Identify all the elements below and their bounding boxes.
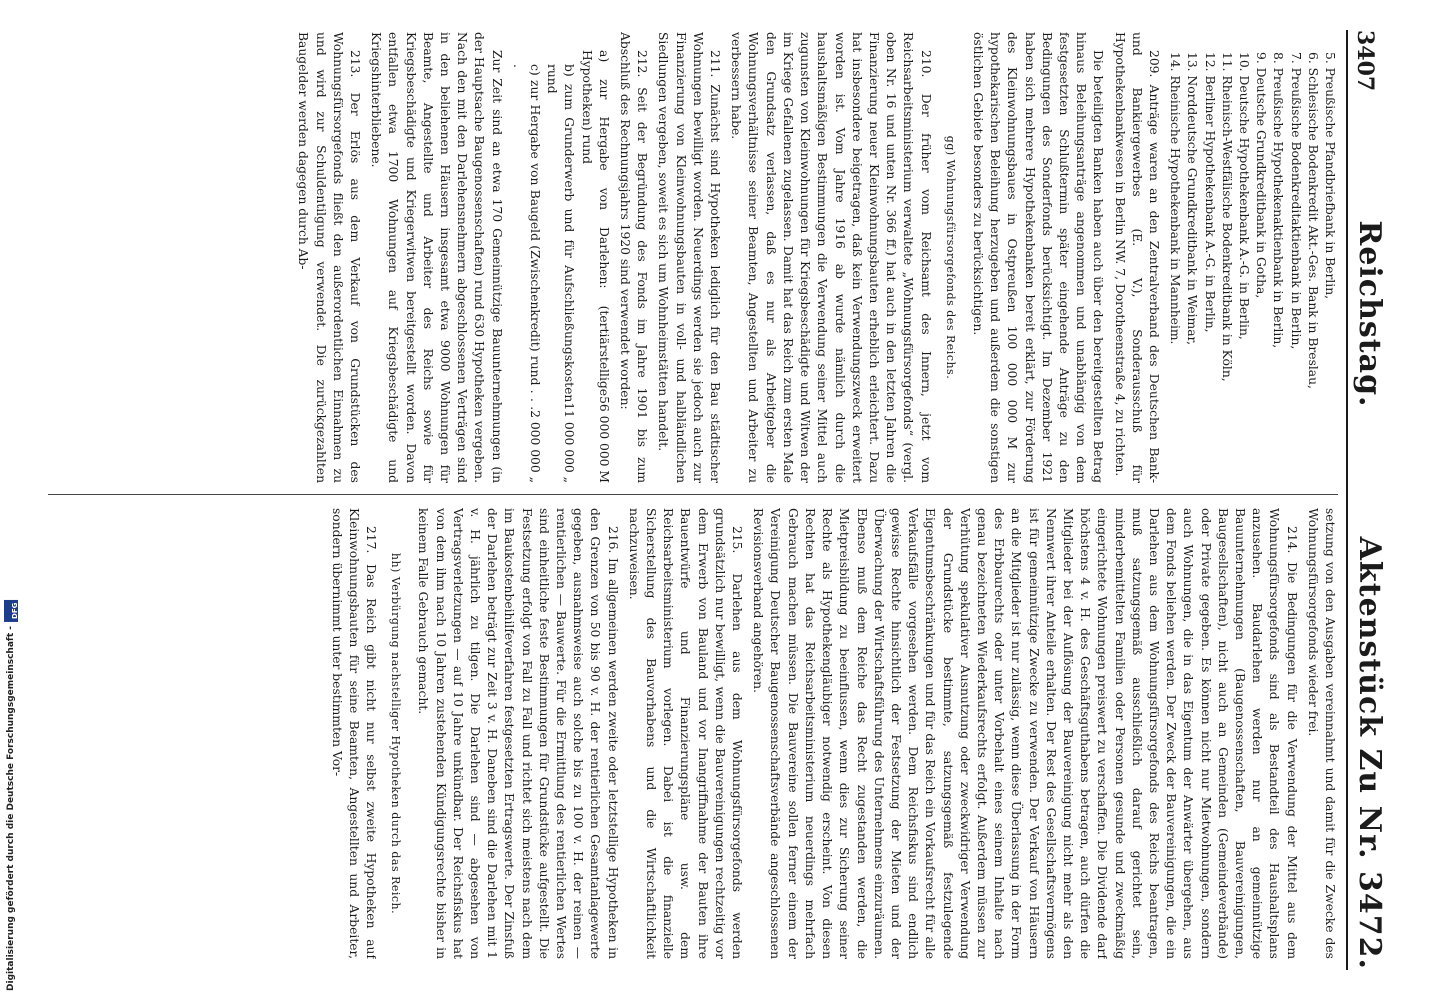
loan-row (509, 32, 543, 483)
credit-text: Digitalisierung gefördert durch die Deutsche Forschungsgemeinschaft - (6, 626, 16, 991)
list-item: 10. Deutsche Hypothekenbank A.-G. in Berlin, (1236, 52, 1251, 340)
list-item: 5. Preußische Pfandbriefbank in Berlin, (1323, 52, 1337, 300)
bank-list (1166, 32, 1338, 483)
paragraph-209b: Die beteiligten Banken haben auch über den bereitgestellten Betrag hinaus Beleihungsanträge angenommen und unabhängig von dem festgesetzten Schlußtermin später eingehende Anträge zu den Bedingungen des Sonderfonds berücksichtigt. Im Dezember 1921 haben sich mehrere Hypothekenbanken bereit erklärt, zur Förderung des Kleinwohnungsbaues in Ostpreußen 100 000 000 M zur hypothekarischen Beleihung herzugeben und außerdem die sonstigen östlichen Gebiete besonders zu berücksichtigen. (970, 32, 1106, 483)
page-number: 3407 (1352, 30, 1378, 92)
loan-row (543, 32, 577, 483)
list-item: 7. Preußische Bodenkreditaktienbank in Berlin, (1288, 52, 1303, 350)
list-item: 8. Preußische Hypothekenaktienbank in Berlin, (1271, 52, 1286, 349)
paragraph-211: 211. Zunächst sind Hypotheken lediglich für den Bau städtischer Wohnungen bewilligt worden. Neuerdings werden sie jedoch auch zur Finanzierung von Kleinwohnungsbauten in voll- und halbländlichen Siedlungen vergeben, soweit es sich um Wohnheimstätten handelt. (656, 32, 723, 483)
page-header (1352, 30, 1404, 970)
column-divider (48, 494, 1338, 495)
list-item: 14. Rheinische Hypothekenbank in Mannheim. (1168, 52, 1183, 345)
paragraph-214: 214. Die Bedingungen für die Verwendung der Mittel aus dem Wohnungsfürsorgefonds sind als Bestandteil des Haushaltsplans anzusehen. Baudarlehen werden nur an gemeinnützige Bauunternehmungen (Baugenossenschaften, Bauvereinigungen, Baugesellschaften), nicht auch an Gemeinden (Gemeindeverbände) oder Private gegeben. Es können nicht nur Mietwohnungen, sondern auch Wohnungen, die in das Eigentum der Anwärter übergehen, aus dem Fonds beliehen werden. Der Zweck der Bauvereinigungen, die ein Darlehen aus dem Wohnungsfürsorgefonds des Reichs beantragen, muß satzungsgemäß ausschließlich darauf gerichtet sein, minderbemittelten Familien oder Personen gesunde und zweckmäßig eingerichtete Wohnungen preiswert zu verschaffen. Die Dividende darf höchstens 4 v. H. des Geschäftsguthabens betragen, auch dürfen die Mitglieder bei der Auflösung der Bauvereinigung nicht mehr als den Nennwert ihrer Anteile erhalten. Der Rest des Gesellschaftsvermögens ist für gemeinnützige Zwecke zu verwenden. Der Verkauf von Häusern an die Mitglieder ist nur zulässig, wenn diese Überlassung in der Form des Erbbaurechts oder unter Vorbehalt eines seinem Inhalte nach genau bezeichneten Wiederkaufsrechts erfolgt. Außerdem müssen zur Verhütung spekulativer Ausnutzung oder zweckwidriger Verwendung der Grundstücke bestimmte, satzungsgemäß festzulegende Eigentumsbeschränkungen und für das Reich ein Vorkaufsrecht für alle Verkaufsfälle vorgesehen werden. Dem Reichsfiskus sind endlich gewisse Rechte hinsichtlich der Festsetzung der Mieten und der Überwachung der Wirtschaftsführung des Unternehmens einzuräumen. Ebenso muß dem Reiche das Recht zugestanden werden, die Mietpreisbildung zu beeinflussen, wenn dies zur Sicherung seiner Rechte als Hypothekengläubiger notwendig erscheint. Von diesen Rechten hat das Reichsarbeitsministerium neuerdings mehrfach Gebrauch machen müssen. Die Bauvereine sollen ferner einem der Vereinigung Deutscher Baugenossenschaftsverbände angeschlossenen Revisionsverband angehören. (751, 508, 1299, 959)
left-column (38, 32, 1338, 483)
loan-label: a) zur Hergabe von Darlehen: (tertiärstellige Hypotheken) rund (579, 50, 611, 397)
loan-amount: 56 000 000 M (596, 396, 611, 483)
digitization-credit (4, 600, 18, 991)
list-item: 11. Rheinisch-Westfälische Bodenkreditbank in Köln, (1219, 52, 1234, 382)
list-item: 12. Berliner Hypothekenbank A.-G. in Berlin, (1202, 52, 1217, 333)
paragraph-215: 215. Darlehen aus dem Wohnungsfürsorgefonds werden grundsätzlich nur bewilligt, wenn die Bauvereinigungen rechtzeitig vor dem Erwerb von Bauland und vor Inangriffnahme der Bauten ihre Bauentwürfe und Finanzierungspläne usw. dem Reichsarbeitsministerium vorlegen. Dabei ist die finanzielle Sicherstellung des Bauvorhabens und die Wirtschaftlichkeit nachzuweisen. (626, 508, 745, 959)
section-heading: hh) Verbürgung nachstelliger Hypotheken durch das Reich. (389, 552, 403, 915)
dfg-logo-icon: DFG (4, 600, 18, 622)
paragraph-209: 209. Anträge waren an den Zentralverband des Deutschen Bank- und Bankiergewerbes (E. V.), Sonderausschuß für Hypothekenbankwesen in Berlin NW. 7, Dorotheenstraße 4, zu richten. (1112, 32, 1161, 483)
list-item: 9. Deutsche Grundkreditbank in Gotha, (1254, 52, 1269, 299)
list-item: 6. Schlesische Bodenkredit Akt.-Ges. Bank in Breslau, (1305, 52, 1320, 389)
paragraph-continued: setzung von den Ausgaben vereinnahmt und damit für die Zwecke des Wohnungsfürsorgefonds wieder frei. (1305, 508, 1337, 959)
paragraph-212: 212. Seit der Begründung des Fonds im Jahre 1901 bis zum Abschluß des Rechnungsjahrs 1920 sind verwendet worden: (618, 32, 650, 483)
loan-amount: 2 000 000 „ (528, 410, 543, 483)
paragraph-210: 210. Der früher vom Reichsamt des Innern, jetzt vom Reichsarbeitsministerium verwaltete „Wohnungsfürsorgefonds“ (vergl. oben Nr. 16 und unten Nr. 366 ff.) hat auch in den letzten Jahren die Finanzierung neuer Kleinwohnungsbauten erheblich erleichtert. Dazu hat insbesondere beigetragen, daß kein Verwendungszweck erweitert worden ist. Vom Jahre 1916 ab wurde nämlich durch die haushaltsmäßigen Bestimmungen die Verwendung seiner Mittel auch zugunsten von Kleinwohnungen für Kriegsbeschädigte und Witwen der im Kriege Gefallenen zugelassen. Damit hat das Reich zum ersten Male den Grundsatz verlassen, daß es nur als Arbeitgeber die Wohnungsverhältnisse seiner Beamten, Angestellten und Arbeiter zu verbessern habe. (729, 32, 933, 483)
document-reference: Aktenstück Zu Nr. 3472. (1352, 536, 1387, 970)
header-rule (1346, 30, 1348, 970)
right-column (38, 508, 1338, 959)
paragraph-216: 216. Im allgemeinen werden zweite oder letztstellige Hypotheken in den Grenzen von 50 bis 90 v. H. der rentierlichen Gesamtanlagewerte gegeben, ausnahmsweise auch solche bis zu 100 v. H. der reinen — rentierlichen — Bauwerte. Für die Ermittlung des rentierlichen Wertes sind einheitliche feste Bestimmungen für Grundstücke aufgestellt. Die Festsetzung erfolgt von Fall zu Fall und richtet sich meistens nach dem im Baukostenbeihilfeverfahren festgesetzten Ertragswerte. Der Zinsfuß der Darlehen beträgt zur Zeit 3 v. H. Daneben sind die Darlehen mit 1 v. H. jährlich zu tilgen. Die Darlehen sind — abgesehen von Vertragsverletzungen — auf 10 Jahre unkündbar. Der Reichsfiskus hat von dem ihm nach 10 Jahren zustehenden Kündigungsrechte bisher in keinem Falle Gebrauch gemacht. (416, 508, 620, 959)
section-heading: gg) Wohnungsfürsorgefonds des Reichs. (943, 135, 957, 380)
list-item: 13. Norddeutsche Grundkreditbank in Weimar, (1185, 52, 1200, 345)
paragraph-212b: Zur Zeit sind an etwa 170 Gemeinnützige Bauunternehmungen (in der Hauptsache Baugenossenschaften) rund 630 Hypotheken vergeben. Nach den mit den Darlehensnehmern abgeschlossenen Verträgen sind in den beliehenen Häusern insgesamt etwa 9000 Wohnungen für Beamte, Angestellte und Arbeiter des Reichs sowie für Kriegsbeschädigte und Kriegerwitwen bereitgestellt worden. Davon entfallen etwa 1700 Wohnungen auf Kriegsbeschädigte und Kriegshinterbliebene. (369, 32, 504, 483)
loan-label: b) zum Grunderwerb und für Aufschließungskosten rund (545, 64, 577, 403)
loan-row (577, 32, 611, 483)
loan-amount: 11 000 000 „ (562, 402, 577, 483)
journal-title: Reichstag. (1352, 220, 1387, 408)
loan-label: c) zur Hergabe von Baugeld (Zwischenkredit) rund . . . . (510, 64, 543, 411)
paragraph-213: 213. Der Erlös aus dem Verkauf von Grundstücken des Wohnungsfürsorgefonds fließt den außerordentlichen Einnahmen zu und wird zur Schuldentilgung verwendet. Die zurückgezahlten Baugelder werden dagegen durch Ab- (296, 32, 363, 483)
paragraph-217: 217. Das Reich gibt nicht nur selbst zweite Hypotheken auf Kleinwohnungsbauten für seine Beamten, Angestellten und Arbeiter, sondern übernimmt unter bestimmten Vor- (329, 508, 379, 959)
